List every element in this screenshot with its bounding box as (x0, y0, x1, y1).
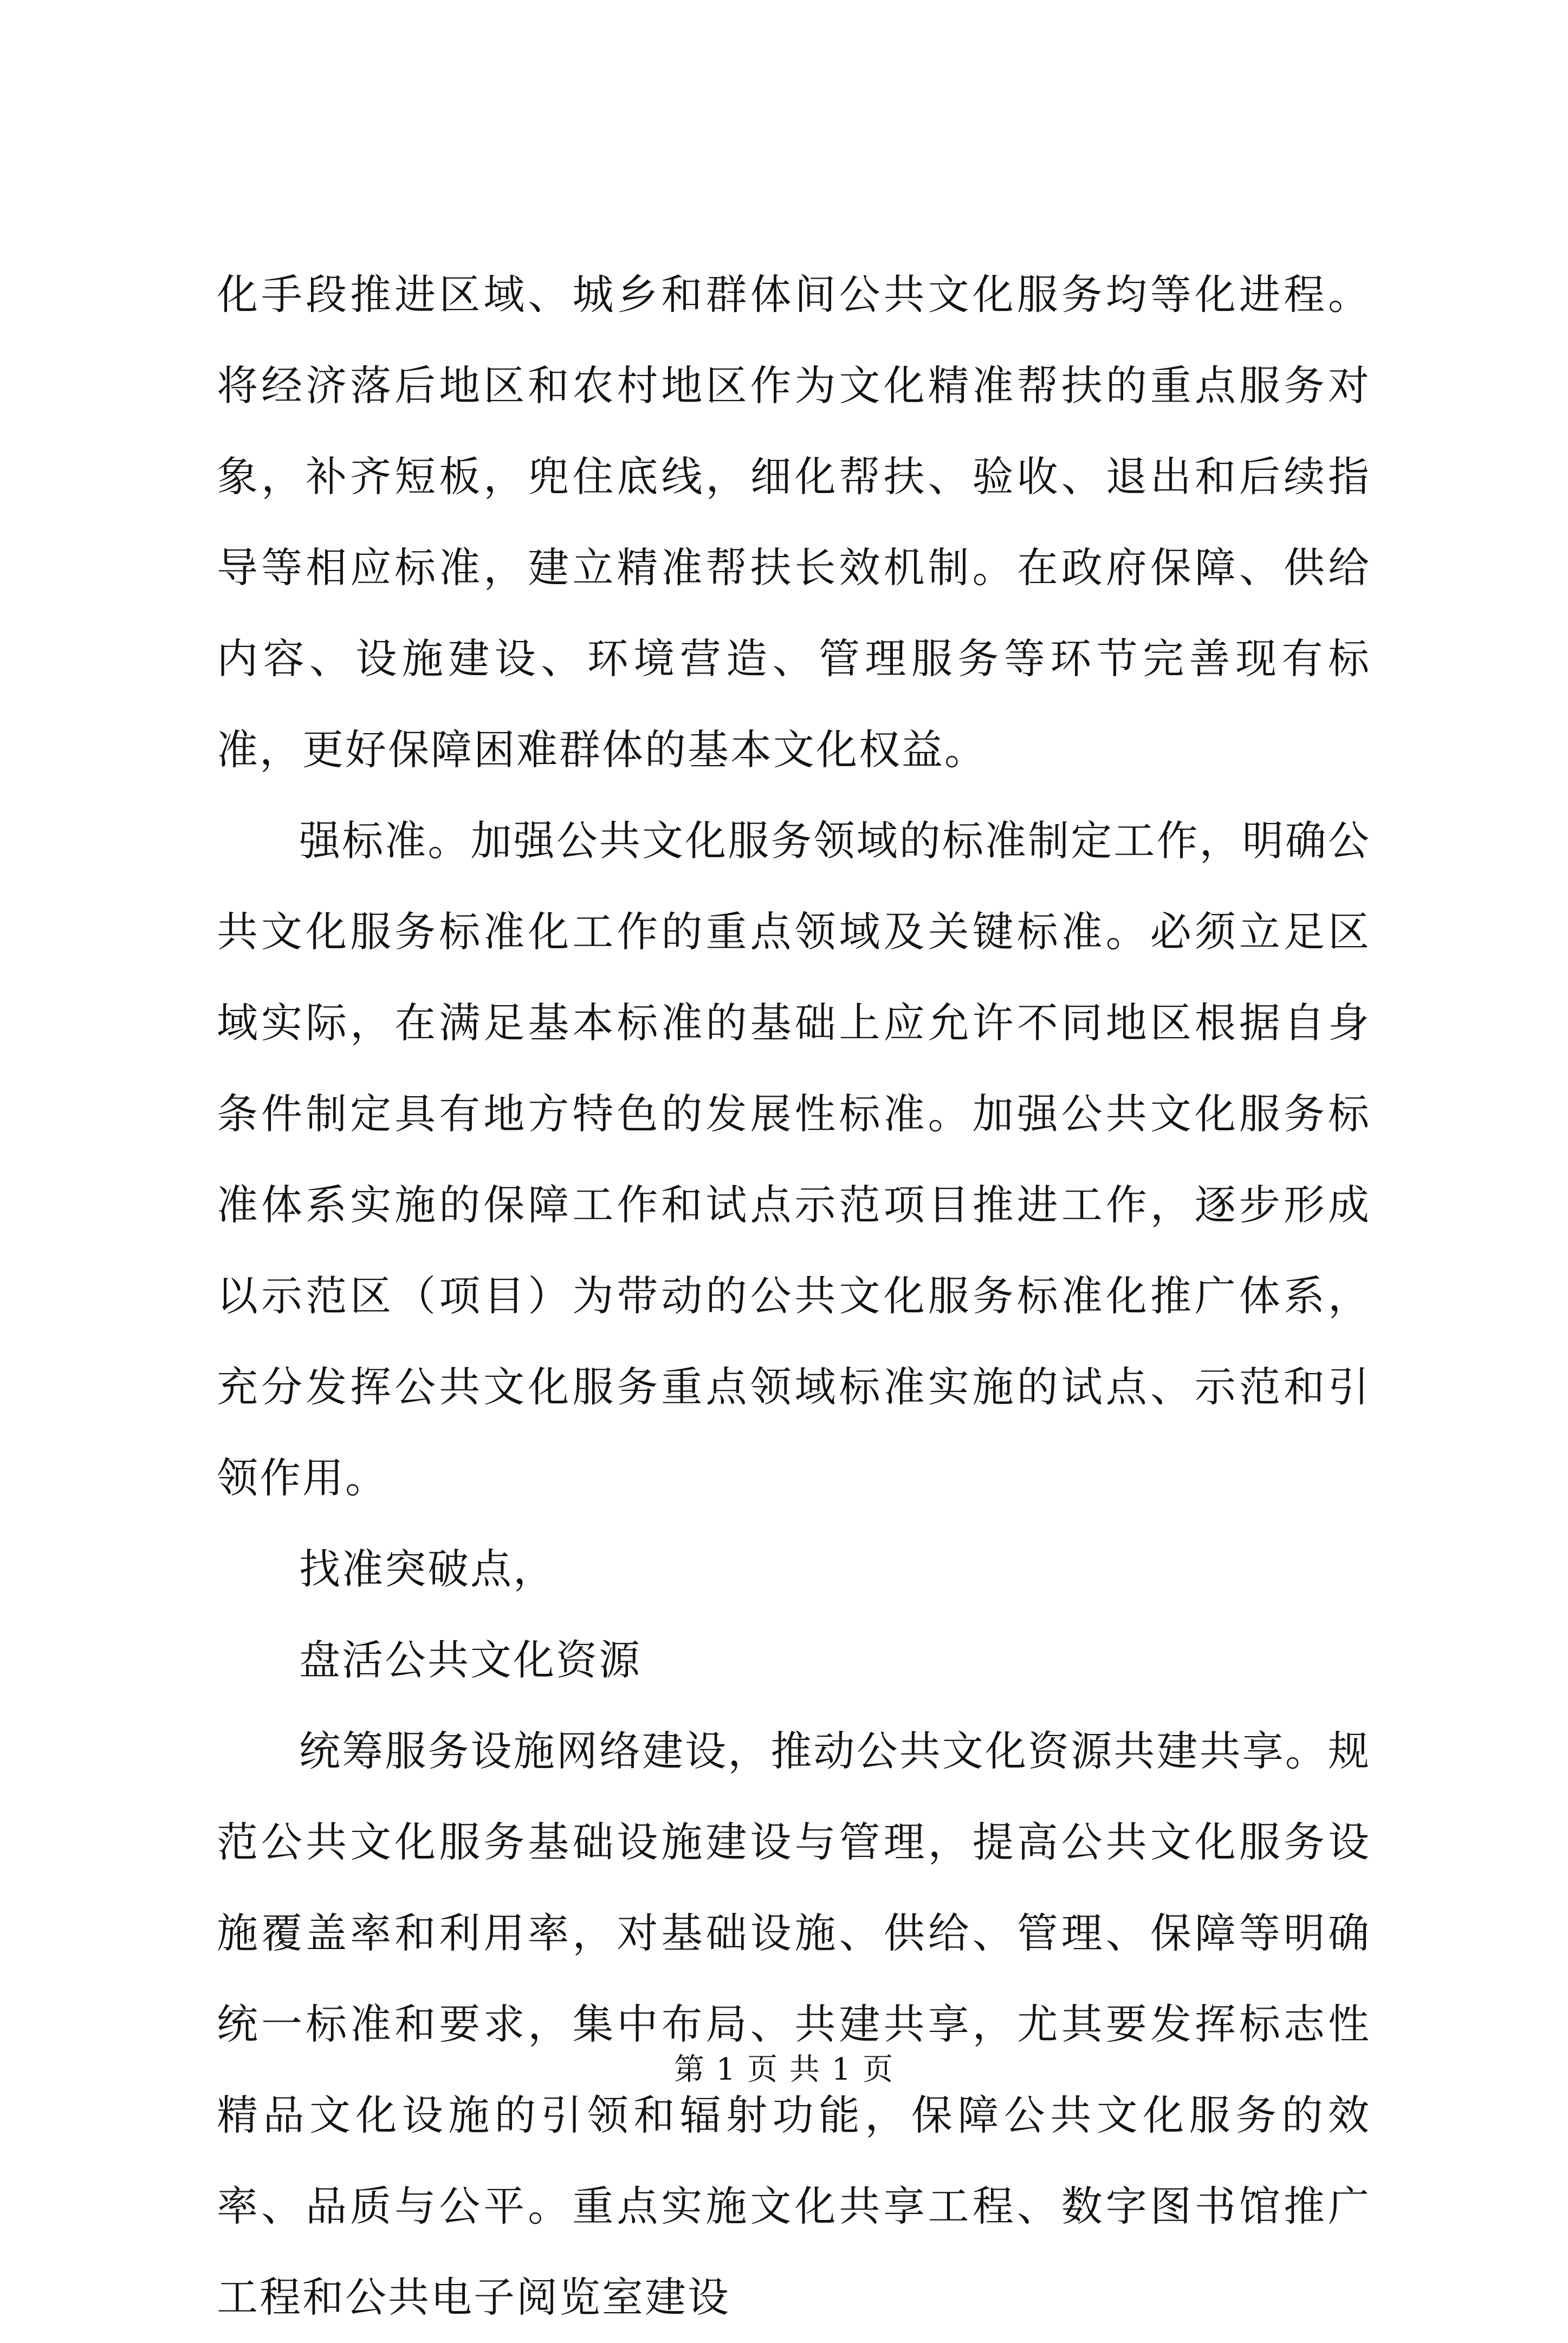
paragraph-standards: 强标准。加强公共文化服务领域的标准制定工作，明确公共文化服务标准化工作的重点领域及关键标准。必须立足区域实际，在满足基本标准的基础上应允许不同地区根据自身条件制定具有地方特色的发展性标准。加强公共文化服务标准体系实施的保障工作和试点示范项目推进工作，逐步形成以示范区（项目）为带动的公共文化服务标准化推广体系，充分发挥公共文化服务重点领域标准实施的试点、示范和引领作用。 (217, 817, 1371, 1502)
page-footer: 第 1 页 共 1 页 (673, 2052, 895, 2087)
document-body (217, 249, 1371, 2343)
section-heading-line-2: 盘活公共文化资源 (299, 1636, 642, 1684)
paragraph-facilities: 统筹服务设施网络建设，推动公共文化资源共建共享。规范公共文化服务基础设施建设与管理，提高公共文化服务设施覆盖率和利用率，对基础设施、供给、管理、保障等明确统一标准和要求，集中布局、共建共享，尤其要发挥标志性精品文化设施的引领和辐射功能，保障公共文化服务的效率、品质与公平。重点实施文化共享工程、数字图书馆推广工程和公共电子阅览室建设 (217, 1727, 1371, 2321)
paragraph-continuation: 化手段推进区域、城乡和群体间公共文化服务均等化进程。将经济落后地区和农村地区作为文化精准帮扶的重点服务对象，补齐短板，兜住底线，细化帮扶、验收、退出和后续指导等相应标准，建立精准帮扶长效机制。在政府保障、供给内容、设施建设、环境营造、管理服务等环节完善现有标准，更好保障困难群体的基本文化权益。 (217, 270, 1371, 774)
section-heading-line-1: 找准突破点， (299, 1545, 556, 1593)
